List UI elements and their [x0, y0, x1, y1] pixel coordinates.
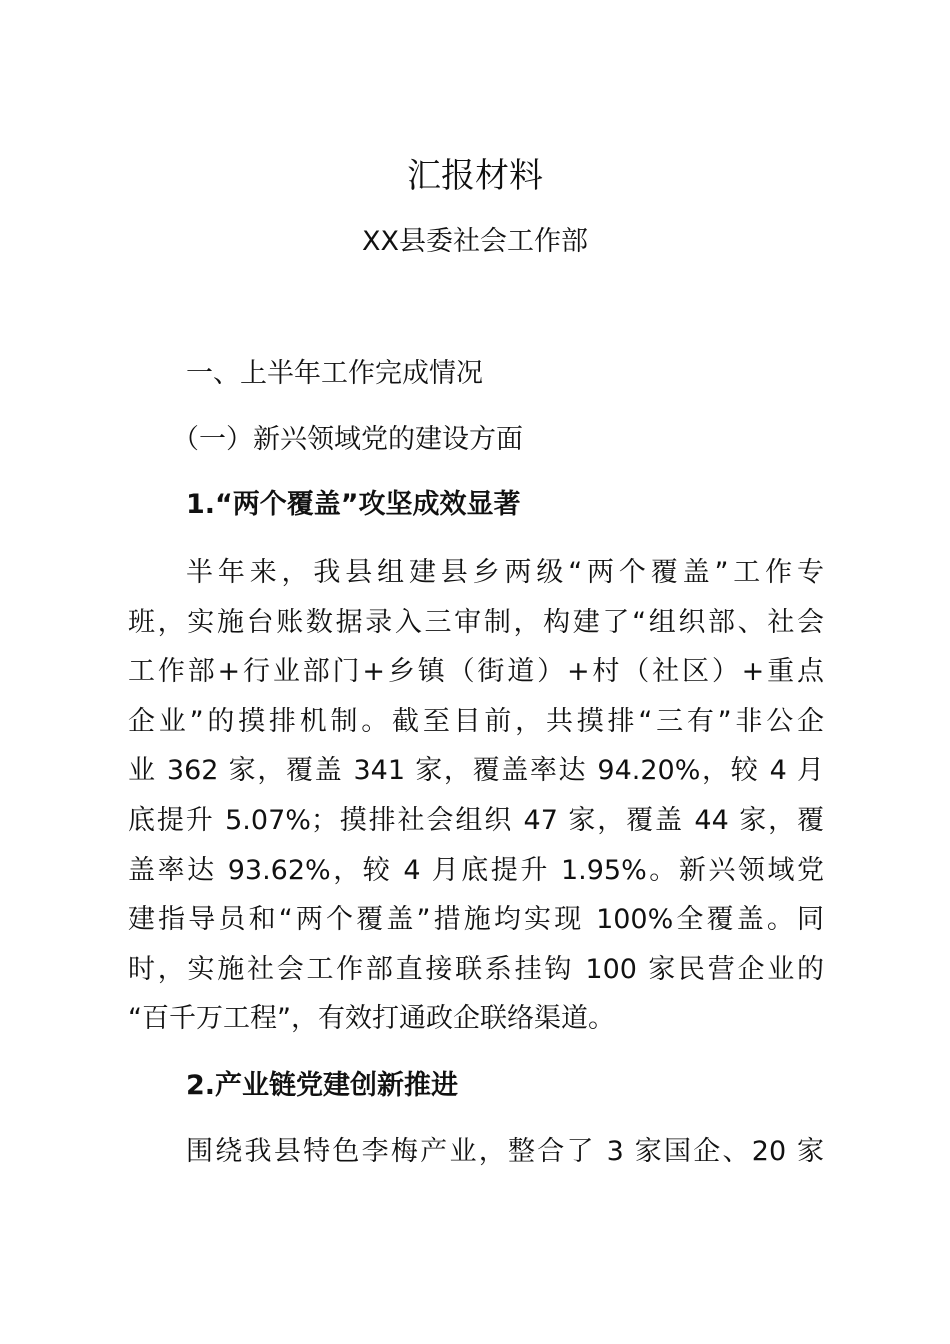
paragraph-line: “百千万工程”，有效打通政企联络渠道。: [128, 1003, 615, 1035]
item-heading-2: 2.产业链党建创新推进: [186, 1070, 459, 1101]
paragraph-line: 业 362 家，覆盖 341 家，覆盖率达 94.20%，较 4 月: [128, 755, 824, 787]
paragraph-line: 建指导员和“两个覆盖”措施均实现 100%全覆盖。同: [128, 904, 824, 936]
paragraph-line: 底提升 5.07%；摸排社会组织 47 家，覆盖 44 家，覆: [128, 804, 824, 836]
document-author: XX县委社会工作部: [362, 226, 588, 257]
paragraph-1: [128, 548, 824, 1044]
paragraph-line: 半年来，我县组建县乡两级“两个覆盖”工作专: [186, 557, 824, 588]
paragraph-2: [128, 1127, 824, 1177]
section-heading: 一、上半年工作完成情况: [186, 358, 483, 389]
paragraph-line: 围绕我县特色李梅产业，整合了 3 家国企、20 家: [186, 1136, 824, 1167]
item-heading-1: 1.“两个覆盖”攻坚成效显著: [186, 489, 521, 520]
paragraph-line: 盖率达 93.62%，较 4 月底提升 1.95%。新兴领域党: [128, 854, 824, 886]
document-title: 汇报材料: [407, 156, 543, 196]
paragraph-line: 企业”的摸排机制。截至目前，共摸排“三有”非公企: [128, 705, 824, 737]
paragraph-line: 班，实施台账数据录入三审制，构建了“组织部、社会: [128, 606, 824, 638]
subsection-heading: （一）新兴领域党的建设方面: [172, 424, 523, 455]
paragraph-line: 时，实施社会工作部直接联系挂钩 100 家民营企业的: [128, 953, 824, 985]
paragraph-line: 工作部+行业部门+乡镇（街道）+村（社区）+重点: [128, 656, 824, 688]
